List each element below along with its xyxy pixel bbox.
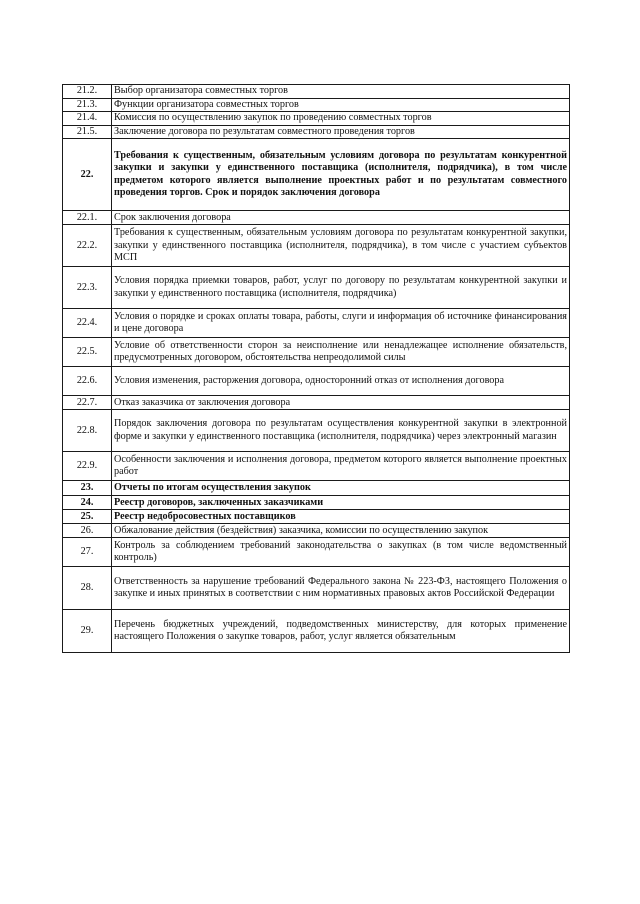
- section-number: 22.8.: [63, 410, 112, 452]
- table-row: [63, 567, 570, 610]
- table-row: [63, 367, 570, 396]
- section-title: Требования к существенным, обязательным условиям договора по результатам конкурентной закупки и закупки у единственного поставщика (исполнителя, подрядчика), в том числе предметом которого является выполнение проектных работ и по результатам совместного проведения торгов. Срок и порядок заключения договора: [112, 139, 570, 211]
- table-row: [63, 211, 570, 225]
- table-row: [63, 85, 570, 99]
- section-number: 22.6.: [63, 367, 112, 396]
- table-row: [63, 524, 570, 538]
- section-title: Реестр договоров, заключенных заказчиками: [112, 496, 570, 510]
- table-row: [63, 452, 570, 481]
- section-title: Требования к существенным, обязательным условиям договора по результатам конкурентной закупки, закупки у единственного поставщика (исполнителя, подрядчика), в том числе с участием субъектов МСП: [112, 225, 570, 267]
- section-title: Комиссия по осуществлению закупок по проведению совместных торгов: [112, 112, 570, 126]
- contents-table-body: [63, 85, 570, 653]
- section-number: 21.5.: [63, 125, 112, 139]
- section-title: Условия порядка приемки товаров, работ, услуг по договору по результатам конкурентной закупки и закупки у единственного поставщика (исполнителя, подрядчика): [112, 267, 570, 309]
- section-number: 27.: [63, 538, 112, 567]
- section-title: Особенности заключения и исполнения договора, предметом которого является выполнение проектных работ: [112, 452, 570, 481]
- table-row: [63, 410, 570, 452]
- table-row: [63, 538, 570, 567]
- table-row: [63, 125, 570, 139]
- section-title: Срок заключения договора: [112, 211, 570, 225]
- section-title: Порядок заключения договора по результатам осуществления конкурентной закупки в электронной форме и закупки у единственного поставщика (исполнителя, подрядчика) через электронный магазин: [112, 410, 570, 452]
- table-row: [63, 267, 570, 309]
- section-number: 22.3.: [63, 267, 112, 309]
- table-row: [63, 510, 570, 524]
- section-title: Ответственность за нарушение требований Федерального закона № 223-ФЗ, настоящего Положения о закупке и иных принятых в соответствии с ним нормативных правовых актов Российской Федерации: [112, 567, 570, 610]
- table-row: [63, 610, 570, 653]
- section-number: 22.4.: [63, 309, 112, 338]
- table-row: [63, 225, 570, 267]
- section-title: Условия изменения, расторжения договора, односторонний отказ от исполнения договора: [112, 367, 570, 396]
- section-number: 29.: [63, 610, 112, 653]
- table-row: [63, 396, 570, 410]
- section-title: Реестр недобросовестных поставщиков: [112, 510, 570, 524]
- table-row: [63, 98, 570, 112]
- table-row: [63, 139, 570, 211]
- table-row: [63, 309, 570, 338]
- section-title: Функции организатора совместных торгов: [112, 98, 570, 112]
- section-title: Контроль за соблюдением требований законодательства о закупках (в том числе ведомственный контроль): [112, 538, 570, 567]
- section-title: Условия о порядке и сроках оплаты товара, работы, слуги и информация об источнике финансирования и цене договора: [112, 309, 570, 338]
- section-number: 21.2.: [63, 85, 112, 99]
- table-row: [63, 338, 570, 367]
- table-row: [63, 481, 570, 496]
- section-number: 22.1.: [63, 211, 112, 225]
- section-title: Выбор организатора совместных торгов: [112, 85, 570, 99]
- section-number: 21.3.: [63, 98, 112, 112]
- section-title: Обжалование действия (бездействия) заказчика, комиссии по осуществлению закупок: [112, 524, 570, 538]
- table-row: [63, 112, 570, 126]
- section-number: 22.: [63, 139, 112, 211]
- section-title: Условие об ответственности сторон за неисполнение или ненадлежащее исполнение обязательств, предусмотренных договором, обстоятельства непреодолимой силы: [112, 338, 570, 367]
- section-number: 26.: [63, 524, 112, 538]
- section-title: Отказ заказчика от заключения договора: [112, 396, 570, 410]
- section-number: 22.2.: [63, 225, 112, 267]
- section-number: 22.7.: [63, 396, 112, 410]
- section-number: 25.: [63, 510, 112, 524]
- section-number: 24.: [63, 496, 112, 510]
- contents-table: [62, 84, 570, 653]
- section-number: 22.9.: [63, 452, 112, 481]
- section-title: Заключение договора по результатам совместного проведения торгов: [112, 125, 570, 139]
- section-title: Перечень бюджетных учреждений, подведомственных министерству, для которых применение настоящего Положения о закупке товаров, работ, услуг является обязательным: [112, 610, 570, 653]
- section-number: 22.5.: [63, 338, 112, 367]
- section-number: 21.4.: [63, 112, 112, 126]
- section-number: 28.: [63, 567, 112, 610]
- table-row: [63, 496, 570, 510]
- section-number: 23.: [63, 481, 112, 496]
- section-title: Отчеты по итогам осуществления закупок: [112, 481, 570, 496]
